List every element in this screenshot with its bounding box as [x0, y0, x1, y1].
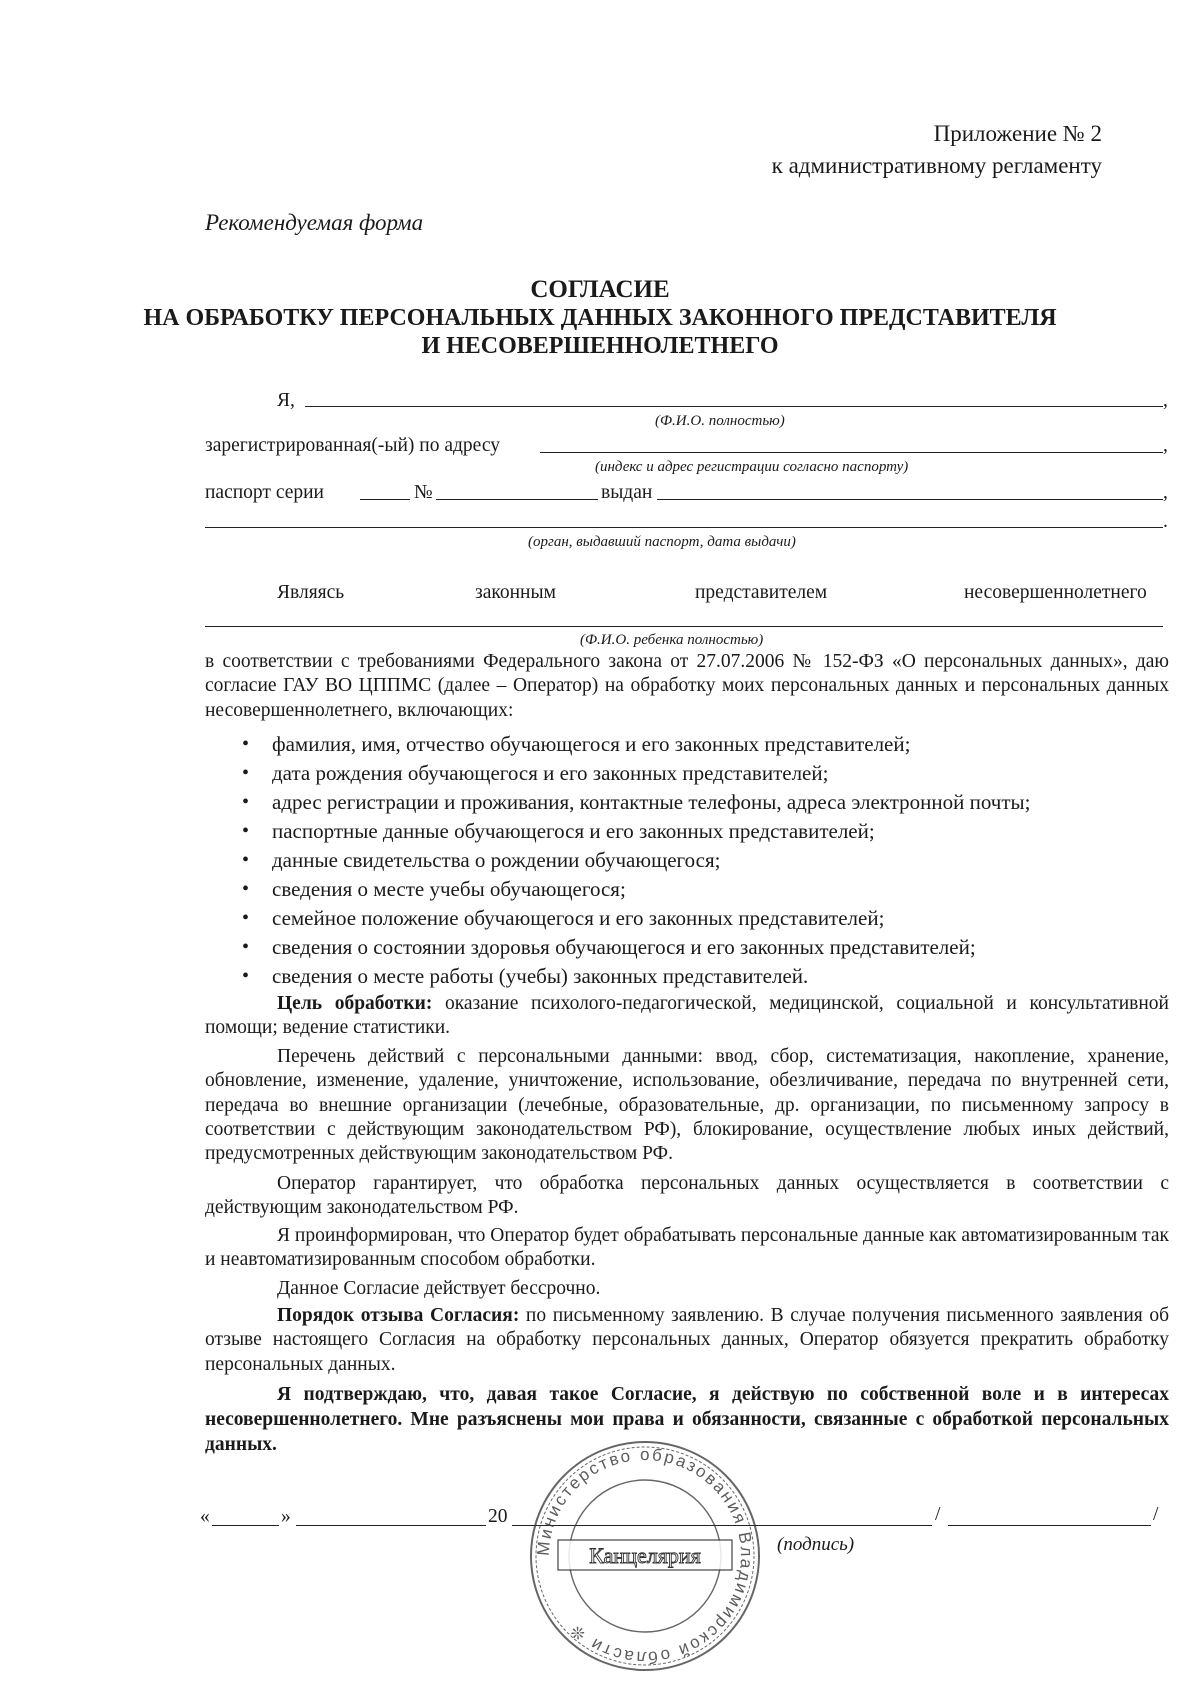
registered-label: зарегистрированная(-ый) по адресу: [205, 435, 500, 456]
office-stamp: [520, 1436, 770, 1676]
fio-caption: (Ф.И.О. полностью): [655, 413, 785, 429]
document-title-line3: И НЕСОВЕРШЕННОЛЕТНЕГО: [421, 333, 779, 359]
period: .: [1163, 511, 1168, 532]
validity-paragraph: Данное Согласие действует бессрочно.: [277, 1278, 601, 1299]
quote-open: «: [200, 1506, 210, 1527]
list-item: • сведения о месте учебы обучающегося;: [272, 875, 626, 903]
address-field[interactable]: [540, 452, 1163, 453]
slash: /: [1153, 1504, 1159, 1525]
day-field[interactable]: [212, 1525, 279, 1526]
child-fio-field[interactable]: [205, 626, 1163, 627]
passport-series-label: паспорт серии: [205, 482, 324, 503]
issued-label: выдан: [601, 482, 653, 503]
child-caption: (Ф.И.О. ребенка полностью): [580, 632, 764, 648]
comma: ,: [1163, 390, 1168, 411]
list-item: • фамилия, имя, отчество обучающегося и его законных представителей;: [272, 730, 910, 758]
purpose-label: Цель обработки:: [277, 993, 433, 1014]
guarantee-paragraph: Оператор гарантирует, что обработка персональных данных осуществляется в соответствии с действующим законодательством РФ.: [205, 1173, 1169, 1219]
name-decoding-field[interactable]: [948, 1525, 1151, 1526]
being-word-1: Являясь: [277, 582, 345, 603]
regulation-reference: к административному регламенту: [771, 153, 1102, 178]
list-item: • адрес регистрации и проживания, контактные телефоны, адреса электронной почты;: [272, 788, 1030, 816]
slash: /: [935, 1504, 941, 1525]
issuer-caption: (орган, выдавший паспорт, дата выдачи): [528, 534, 796, 550]
confirmation-paragraph: Я подтверждаю, что, давая такое Согласие, я действую по собственной воле и в интересах несовершеннолетнего. Мне разъяснены мои права и обязанности, связанные с обработкой персональных данных.: [205, 1384, 1169, 1455]
month-field[interactable]: [296, 1525, 486, 1526]
purpose-text: оказание психолого-педагогической, медицинской, социальной и консультативной помощи; ведение статистики.: [205, 993, 1169, 1039]
revocation-text: по письменному заявлению. В случае получения письменного заявления об отзыве настоящего Согласия на обработку персональных данных, Оператор обязуется прекратить обработку персональных данных.: [205, 1305, 1169, 1375]
list-item: • семейное положение обучающегося и его законных представителей;: [272, 904, 884, 932]
list-item: • сведения о состоянии здоровья обучающегося и его законных представителей;: [272, 933, 976, 961]
form-note: Рекомендуемая форма: [205, 210, 424, 235]
intro-paragraph: в соответствии с требованиями Федерального закона от 27.07.2006 № 152-ФЗ «О персональных данных», даю согласие ГАУ ВО ЦППМС (далее – Оператор) на обработку моих персональных данных и персональных данных несовершеннолетнего, включающих:: [205, 651, 1169, 721]
list-item: • данные свидетельства о рождении обучающегося;: [272, 846, 721, 874]
document-title: СОГЛАСИЕ: [530, 276, 670, 303]
being-word-3: представителем: [695, 582, 828, 603]
year-prefix: 20: [488, 1506, 508, 1527]
being-word-2: законным: [475, 582, 556, 603]
list-item: • дата рождения обучающегося и его законных представителей;: [272, 759, 828, 787]
informed-paragraph: Я проинформирован, что Оператор будет обрабатывать персональные данные как автоматизированным так и неавтоматизированным способом обработки.: [205, 1225, 1169, 1271]
list-item: • паспортные данные обучающегося и его законных представителей;: [272, 817, 875, 845]
revocation-label: Порядок отзыва Согласия:: [277, 1305, 520, 1326]
appendix-number: Приложение № 2: [933, 121, 1102, 146]
fio-field[interactable]: [305, 406, 1163, 407]
revocation-paragraph: [205, 1304, 1169, 1377]
document-title-line2: НА ОБРАБОТКУ ПЕРСОНАЛЬНЫХ ДАННЫХ ЗАКОННОГО ПРЕДСТАВИТЕЛЯ: [143, 305, 1057, 331]
purpose-paragraph: [205, 992, 1169, 1041]
quote-close: »: [281, 1506, 291, 1527]
comma: ,: [1163, 435, 1168, 456]
comma: ,: [1163, 482, 1168, 503]
stamp-center-text: Канцелярия: [589, 1543, 701, 1568]
signature-caption: (подпись): [777, 1534, 855, 1555]
ya-label: Я,: [277, 390, 295, 411]
passport-number-field[interactable]: [436, 499, 598, 500]
being-word-4: несовершеннолетнего: [964, 582, 1147, 603]
address-caption: (индекс и адрес регистрации согласно паспорту): [595, 459, 909, 475]
list-item: • сведения о месте работы (учебы) законных представителей.: [272, 962, 808, 990]
actions-paragraph: Перечень действий с персональными данными: ввод, сбор, систематизация, накопление, хранение, обновление, изменение, удаление, уничтожение, использование, обезличивание, передача по внутренней сети, передача во внешние организации (лечебные, образовательные, др. организации, по письменному запросу в соответствии с действующим законодательством РФ), блокирование, осуществление любых иных действий, предусмотренных действующим законодательством РФ.: [205, 1046, 1169, 1165]
issuer-field[interactable]: [205, 527, 1163, 528]
passport-number-label: №: [414, 482, 433, 503]
issued-field[interactable]: [657, 499, 1163, 500]
passport-series-field[interactable]: [360, 499, 410, 500]
stamp-ring-text: Министерство образования Владимирской области ❊: [533, 1444, 757, 1668]
